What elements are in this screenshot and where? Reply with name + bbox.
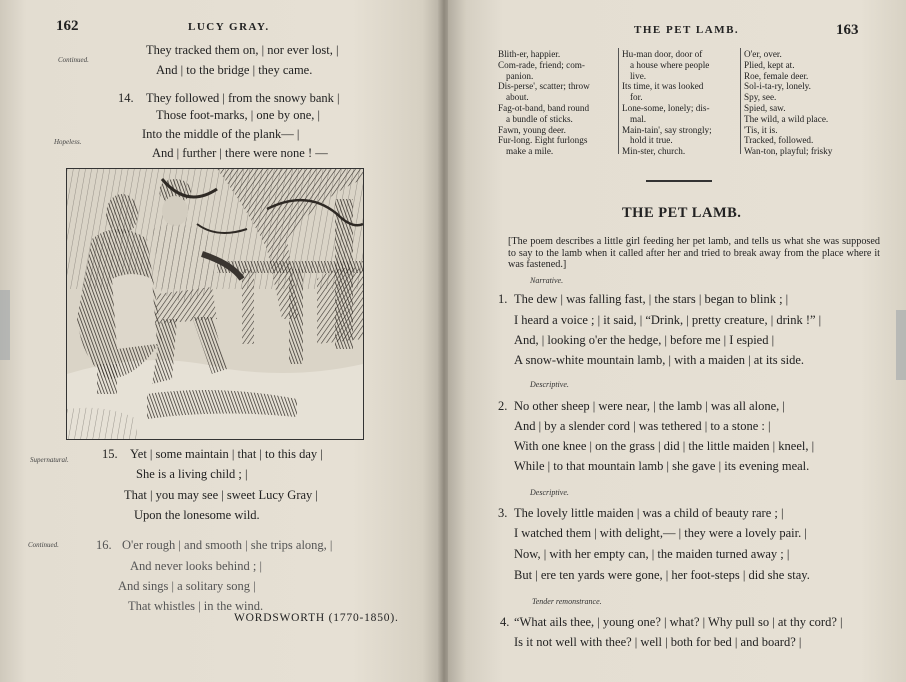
glossary-column-1: Blith-er, happier. Com-rade, friend; com- panion. Dis-perse', scatter; throw about. Fag-ot-band, band round a bundle of sticks. Fawn, young deer. Fur-long. Eight furlongs make a mile. [498,49,590,157]
verse-line: The dew | was falling fast, | the stars | began to blink ; | [514,292,789,306]
stanza-number: 3. [498,506,508,520]
verse-line: And | to the bridge | they came. [156,63,313,77]
margin-note-hopeless: Hopeless. [54,138,82,146]
verse-line: No other sheep | were near, | the lamb | was all alone, | [514,399,785,413]
running-head: THE PET LAMB. [634,24,740,36]
section-label: Tender remonstrance. [532,597,602,606]
right-page [448,0,906,682]
stanza-number: 1. [498,292,508,306]
glossary-divider [618,48,619,154]
verse-line: Those foot-marks, | one by one, | [156,108,320,122]
glossary-column-2: Hu-man door, door of a house where people live. Its time, it was looked for. Lone-some, lonely; dis- mal. Main-tain', say strongly; hold it true. Min-ster, church. [622,49,712,157]
verse-line: Yet | some maintain | that | to this day | [130,447,323,461]
verse-line: And never looks behind ; | [130,559,262,573]
verse-line: And | further | there were none ! — [152,146,328,160]
verse-line: Is it not well with thee? | well | both for bed | and board? | [514,635,802,649]
page-number: 163 [836,22,859,38]
verse-line: She is a living child ; | [136,467,248,481]
verse-line: And | by a slender cord | was tethered | to a stone : | [514,419,771,433]
running-head: LUCY GRAY. [188,21,270,33]
verse-line: O'er rough | and smooth | she trips along, | [122,538,333,552]
verse-line: Into the middle of the plank— | [142,127,300,141]
left-page [0,0,440,682]
section-label: Narrative. [530,276,564,285]
verse-line: That | you may see | sweet Lucy Gray | [124,488,318,502]
verse-line: I heard a voice ; | it said, | “Drink, | pretty creature, | drink !” | [514,313,822,327]
margin-note-continued-2: Continued. [28,541,59,549]
stanza-number: 16. [96,538,112,552]
engraving-illustration [66,168,364,440]
verse-line: And sings | a solitary song | [118,579,256,593]
engraving-image [67,169,363,439]
stanza-number: 4. [500,615,510,629]
stanza-number: 2. [498,399,508,413]
verse-line: They followed | from the snowy bank | [146,91,340,105]
page-tab-marker [896,310,906,380]
verse-line: That whistles | in the wind. [128,599,264,613]
verse-line: They tracked them on, | nor ever lost, | [146,43,339,57]
verse-line: A snow-white mountain lamb, | with a maiden | at its side. [514,353,805,367]
verse-line: With one knee | on the grass | did | the little maiden | kneel, | [514,439,815,453]
poem-title: THE PET LAMB. [622,205,742,221]
verse-line: But | ere ten yards were gone, | her foot-steps | did she stay. [514,568,810,582]
poem-introduction: [The poem describes a little girl feeding her pet lamb, and tells us what she was supposed to say to the lamb when it called after her and tried to break away from the place where it was fastened.] [508,236,880,270]
stanza-number: 15. [102,447,118,461]
section-label: Descriptive. [530,488,569,497]
author-signature: WORDSWORTH (1770-1850). [234,612,399,624]
margin-note-supernatural: Supernatural. [30,456,69,464]
margin-note-continued: Continued. [58,56,89,64]
page-number: 162 [56,18,79,34]
verse-line: “What ails thee, | young one? | what? | Why pull so | at thy cord? | [514,615,843,629]
stanza-number: 14. [118,91,134,105]
verse-line: While | to that mountain lamb | she gave | its evening meal. [514,459,810,473]
glossary-divider [740,48,741,154]
glossary-column-3: O'er, over. Plied, kept at. Roe, female deer. Sol-i-ta-ry, lonely. Spy, see. Spied, saw. The wild, a wild place. 'Tis, it is. Tracked, followed. Wan-ton, playful; frisky [744,49,833,157]
verse-line: And, | looking o'er the hedge, | before me | I espied | [514,333,775,347]
verse-line: Upon the lonesome wild. [134,508,260,522]
section-rule [646,180,712,182]
section-label: Descriptive. [530,380,569,389]
verse-line: Now, | with her empty can, | the maiden turned away ; | [514,547,790,561]
verse-line: The lovely little maiden | was a child of beauty rare ; | [514,506,784,520]
page-tab-marker [0,290,10,360]
verse-line: I watched them | with delight,— | they were a lovely pair. | [514,526,807,540]
